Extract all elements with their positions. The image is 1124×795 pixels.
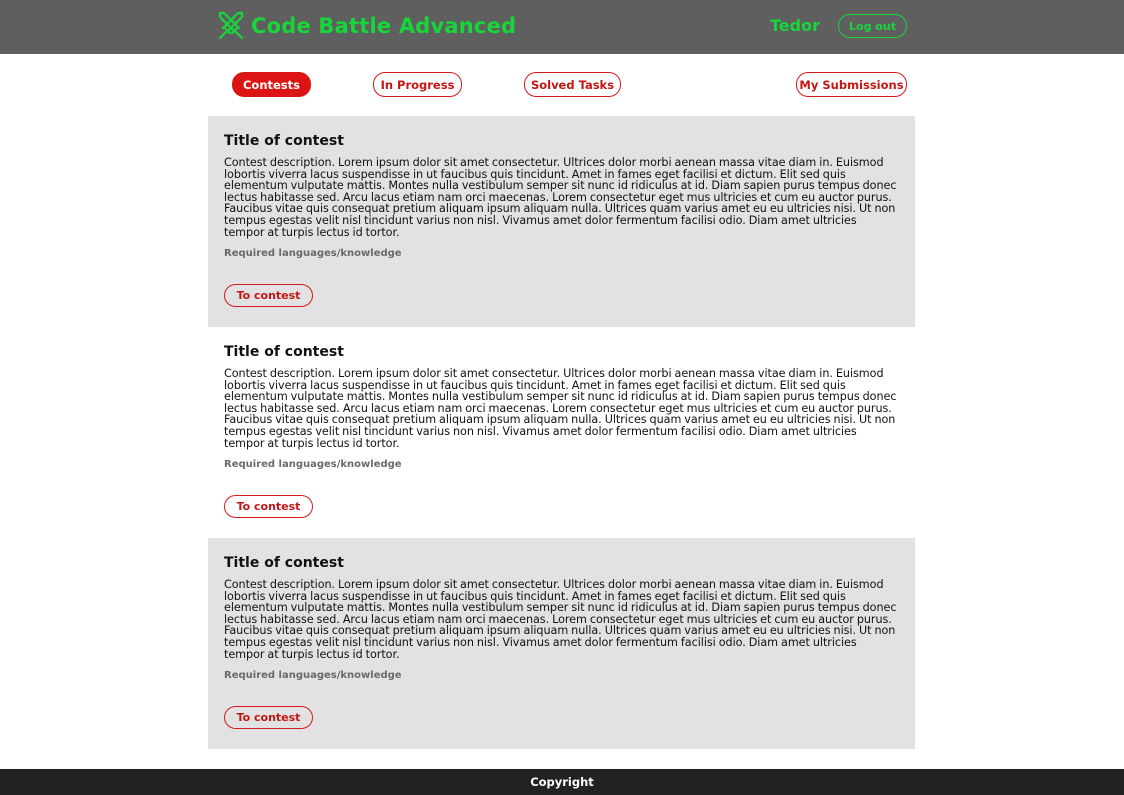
tab-contests[interactable]: Contests bbox=[232, 72, 311, 97]
contest-card bbox=[208, 327, 915, 538]
contest-description: Contest description. Lorem ipsum dolor sit amet consectetur. Ultrices dolor morbi aenean massa vitae diam in. Euismod lobortis viverra lacus suspendisse in ut faucibus quis tincidunt. Amet in fames eget facilisi et dictum. Elit sed quis elementum vulputate mattis. Montes nulla vestibulum semper sit nunc id ridiculus at id. Diam sapien purus tempus donec lectus habitasse sed. Arcu lacus etiam nam orci maecenas. Lorem consectetur eget mus ultricies et cum eu auctor purus. Faucibus vitae quis consequat pretium aliquam ipsum aliquam nulla. Ultrices quam varius amet eu eu ultricies nisi. Ut non tempus egestas velit nisl tincidunt varius non nisl. Vivamus amet dolor fermentum facilisi odio. Diam amet ultricies tempor at turpis lectus id tortor. bbox=[224, 578, 897, 661]
logout-button[interactable]: Log out bbox=[838, 14, 907, 38]
username[interactable]: Tedor bbox=[770, 16, 820, 35]
contest-title: Title of contest bbox=[224, 555, 344, 571]
contest-card bbox=[208, 538, 915, 749]
brand[interactable] bbox=[217, 11, 516, 41]
crossed-swords-icon bbox=[217, 11, 245, 41]
contest-list bbox=[208, 116, 915, 749]
top-header bbox=[0, 0, 1124, 54]
contest-requirements: Required languages/knowledge bbox=[224, 248, 402, 260]
contest-title: Title of contest bbox=[224, 133, 344, 149]
contest-title: Title of contest bbox=[224, 344, 344, 360]
to-contest-button[interactable]: To contest bbox=[224, 706, 313, 729]
contest-description: Contest description. Lorem ipsum dolor sit amet consectetur. Ultrices dolor morbi aenean massa vitae diam in. Euismod lobortis viverra lacus suspendisse in ut faucibus quis tincidunt. Amet in fames eget facilisi et dictum. Elit sed quis elementum vulputate mattis. Montes nulla vestibulum semper sit nunc id ridiculus at id. Diam sapien purus tempus donec lectus habitasse sed. Arcu lacus etiam nam orci maecenas. Lorem consectetur eget mus ultricies et cum eu auctor purus. Faucibus vitae quis consequat pretium aliquam ipsum aliquam nulla. Ultrices quam varius amet eu eu ultricies nisi. Ut non tempus egestas velit nisl tincidunt varius non nisl. Vivamus amet dolor fermentum facilisi odio. Diam amet ultricies tempor at turpis lectus id tortor. bbox=[224, 156, 897, 239]
contest-card bbox=[208, 116, 915, 327]
footer bbox=[0, 769, 1124, 795]
to-contest-button[interactable]: To contest bbox=[224, 495, 313, 518]
contest-description: Contest description. Lorem ipsum dolor sit amet consectetur. Ultrices dolor morbi aenean massa vitae diam in. Euismod lobortis viverra lacus suspendisse in ut faucibus quis tincidunt. Amet in fames eget facilisi et dictum. Elit sed quis elementum vulputate mattis. Montes nulla vestibulum semper sit nunc id ridiculus at id. Diam sapien purus tempus donec lectus habitasse sed. Arcu lacus etiam nam orci maecenas. Lorem consectetur eget mus ultricies et cum eu auctor purus. Faucibus vitae quis consequat pretium aliquam ipsum aliquam nulla. Ultrices quam varius amet eu eu ultricies nisi. Ut non tempus egestas velit nisl tincidunt varius non nisl. Vivamus amet dolor fermentum facilisi odio. Diam amet ultricies tempor at turpis lectus id tortor. bbox=[224, 367, 897, 450]
contest-requirements: Required languages/knowledge bbox=[224, 670, 402, 682]
tab-solved-tasks[interactable]: Solved Tasks bbox=[524, 72, 621, 97]
contest-requirements: Required languages/knowledge bbox=[224, 459, 402, 471]
tab-my-submissions[interactable]: My Submissions bbox=[796, 72, 907, 97]
brand-title: Code Battle Advanced bbox=[251, 14, 517, 38]
footer-copyright: Copyright bbox=[530, 775, 594, 789]
to-contest-button[interactable]: To contest bbox=[224, 284, 313, 307]
tab-in-progress[interactable]: In Progress bbox=[373, 72, 462, 97]
